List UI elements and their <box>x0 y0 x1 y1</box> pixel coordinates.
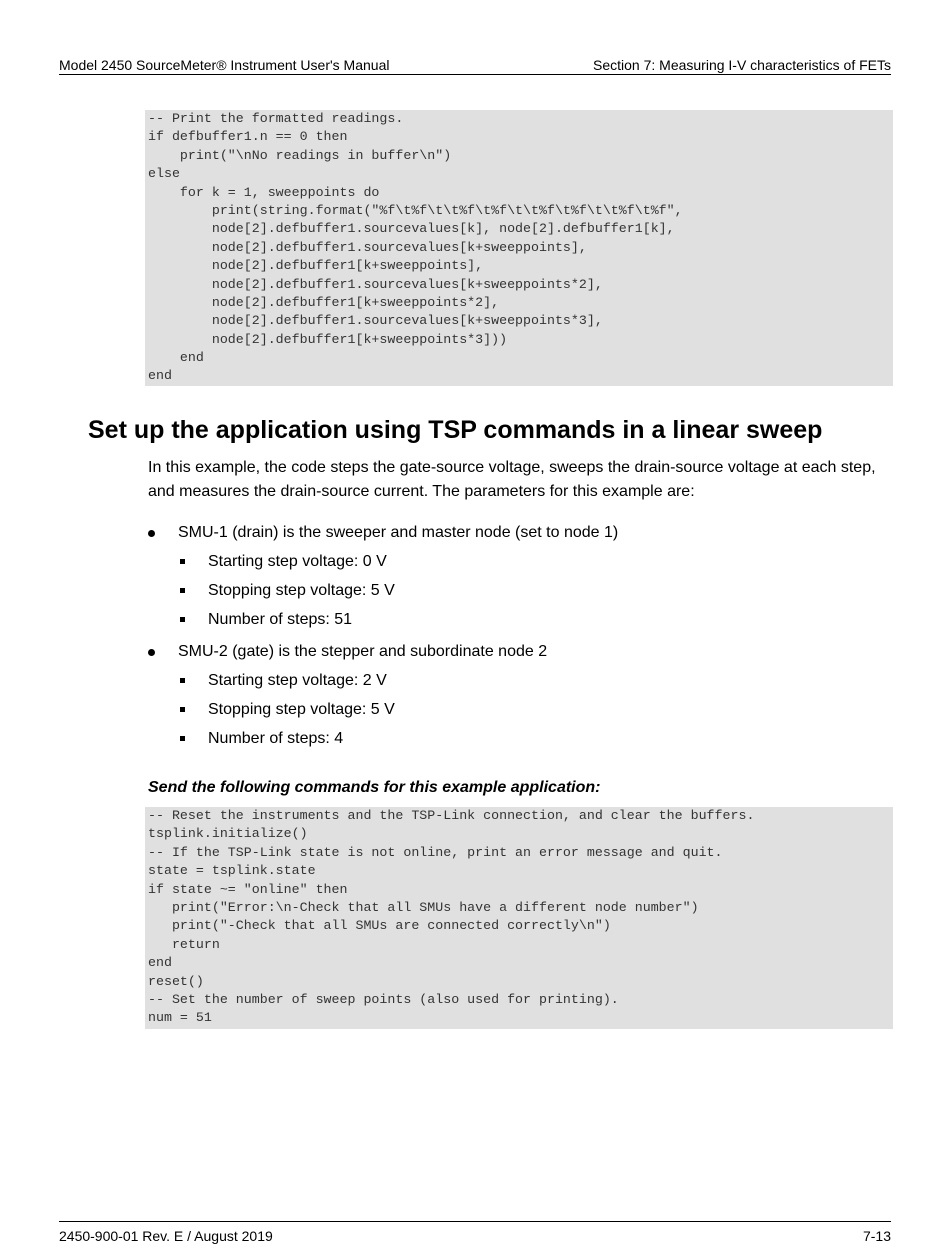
code-line: print("Error:\n-Check that all SMUs have a different node number") <box>148 899 699 915</box>
code-line: node[2].defbuffer1[k+sweeppoints*3])) <box>148 331 508 347</box>
bullet-square <box>180 617 185 622</box>
code-line: else <box>148 166 180 182</box>
code-line: -- Set the number of sweep points (also used for printing). <box>148 991 619 1007</box>
page-number: 7-13 <box>862 1228 891 1244</box>
list-item-text: SMU-2 (gate) is the stepper and subordinate node 2 <box>178 643 548 660</box>
code-line: if state ~= "online" then <box>148 881 348 897</box>
code-block-print-readings <box>145 110 893 386</box>
code-line: return <box>148 936 220 952</box>
bullet-dot <box>148 649 155 656</box>
code-line: node[2].defbuffer1.sourcevalues[k+sweeppoints], <box>148 239 587 255</box>
code-line: node[2].defbuffer1.sourcevalues[k+sweeppoints*3], <box>148 313 603 329</box>
code-line: state = tsplink.state <box>148 863 316 879</box>
code-line: node[2].defbuffer1[k+sweeppoints*2], <box>148 294 500 310</box>
code-line: end <box>148 955 172 971</box>
page-footer <box>59 1221 891 1244</box>
bullet-dot <box>148 530 155 537</box>
sub-list-item-text: Stopping step voltage: 5 V <box>208 701 395 718</box>
section-heading: Set up the application using TSP commands in a linear sweep <box>88 416 823 444</box>
sub-list-item-text: Number of steps: 51 <box>208 611 353 628</box>
sub-list-item-text: Number of steps: 4 <box>208 730 344 747</box>
page-header <box>59 56 891 75</box>
bullet-square <box>180 736 185 741</box>
intro-paragraph: In this example, the code steps the gate-source voltage, sweeps the drain-source voltage at each step, and measures the drain-source current. The parameters for this example are: <box>148 459 876 500</box>
code-line: num = 51 <box>148 1010 212 1026</box>
sub-list-item-text: Starting step voltage: 2 V <box>208 672 387 689</box>
list-item-text: SMU-1 (drain) is the sweeper and master node (set to node 1) <box>178 524 619 541</box>
code-line: -- Reset the instruments and the TSP-Link connection, and clear the buffers. <box>148 808 755 823</box>
section-title: Section 7: Measuring I-V characteristics of FETs <box>593 57 891 73</box>
code-line: node[2].defbuffer1[k+sweeppoints], <box>148 258 484 274</box>
code-line: end <box>148 350 204 366</box>
sub-list-item-text: Starting step voltage: 0 V <box>208 553 387 570</box>
bullet-square <box>180 559 185 564</box>
code-line: for k = 1, sweeppoints do <box>148 184 380 200</box>
code-line: reset() <box>148 973 204 989</box>
bullet-square <box>180 588 185 593</box>
code-line: -- If the TSP-Link state is not online, print an error message and quit. <box>148 844 723 860</box>
bullet-square <box>180 707 185 712</box>
sub-list-item-text: Stopping step voltage: 5 V <box>208 582 395 599</box>
code-line: print(string.format("%f\t%f\t\t%f\t%f\t\t%f\t%f\t\t%f\t%f", <box>148 202 683 218</box>
code-line: -- Print the formatted readings. <box>148 111 404 126</box>
code-line: print("\nNo readings in buffer\n") <box>148 147 452 163</box>
bullet-square <box>180 678 185 683</box>
code-line: print("-Check that all SMUs are connected correctly\n") <box>148 918 611 934</box>
code-line: if defbuffer1.n == 0 then <box>148 129 348 145</box>
manual-title: Model 2450 SourceMeter® Instrument User's Manual <box>59 57 390 73</box>
code-line: end <box>148 368 172 384</box>
code-line: node[2].defbuffer1.sourcevalues[k+sweeppoints*2], <box>148 276 603 292</box>
document-revision: 2450-900-01 Rev. E / August 2019 <box>59 1228 273 1244</box>
commands-subheading: Send the following commands for this example application: <box>148 779 601 796</box>
code-line: node[2].defbuffer1.sourcevalues[k], node[2].defbuffer1[k], <box>148 221 675 237</box>
code-block-setup-commands <box>145 807 893 1029</box>
code-line: tsplink.initialize() <box>148 826 308 842</box>
